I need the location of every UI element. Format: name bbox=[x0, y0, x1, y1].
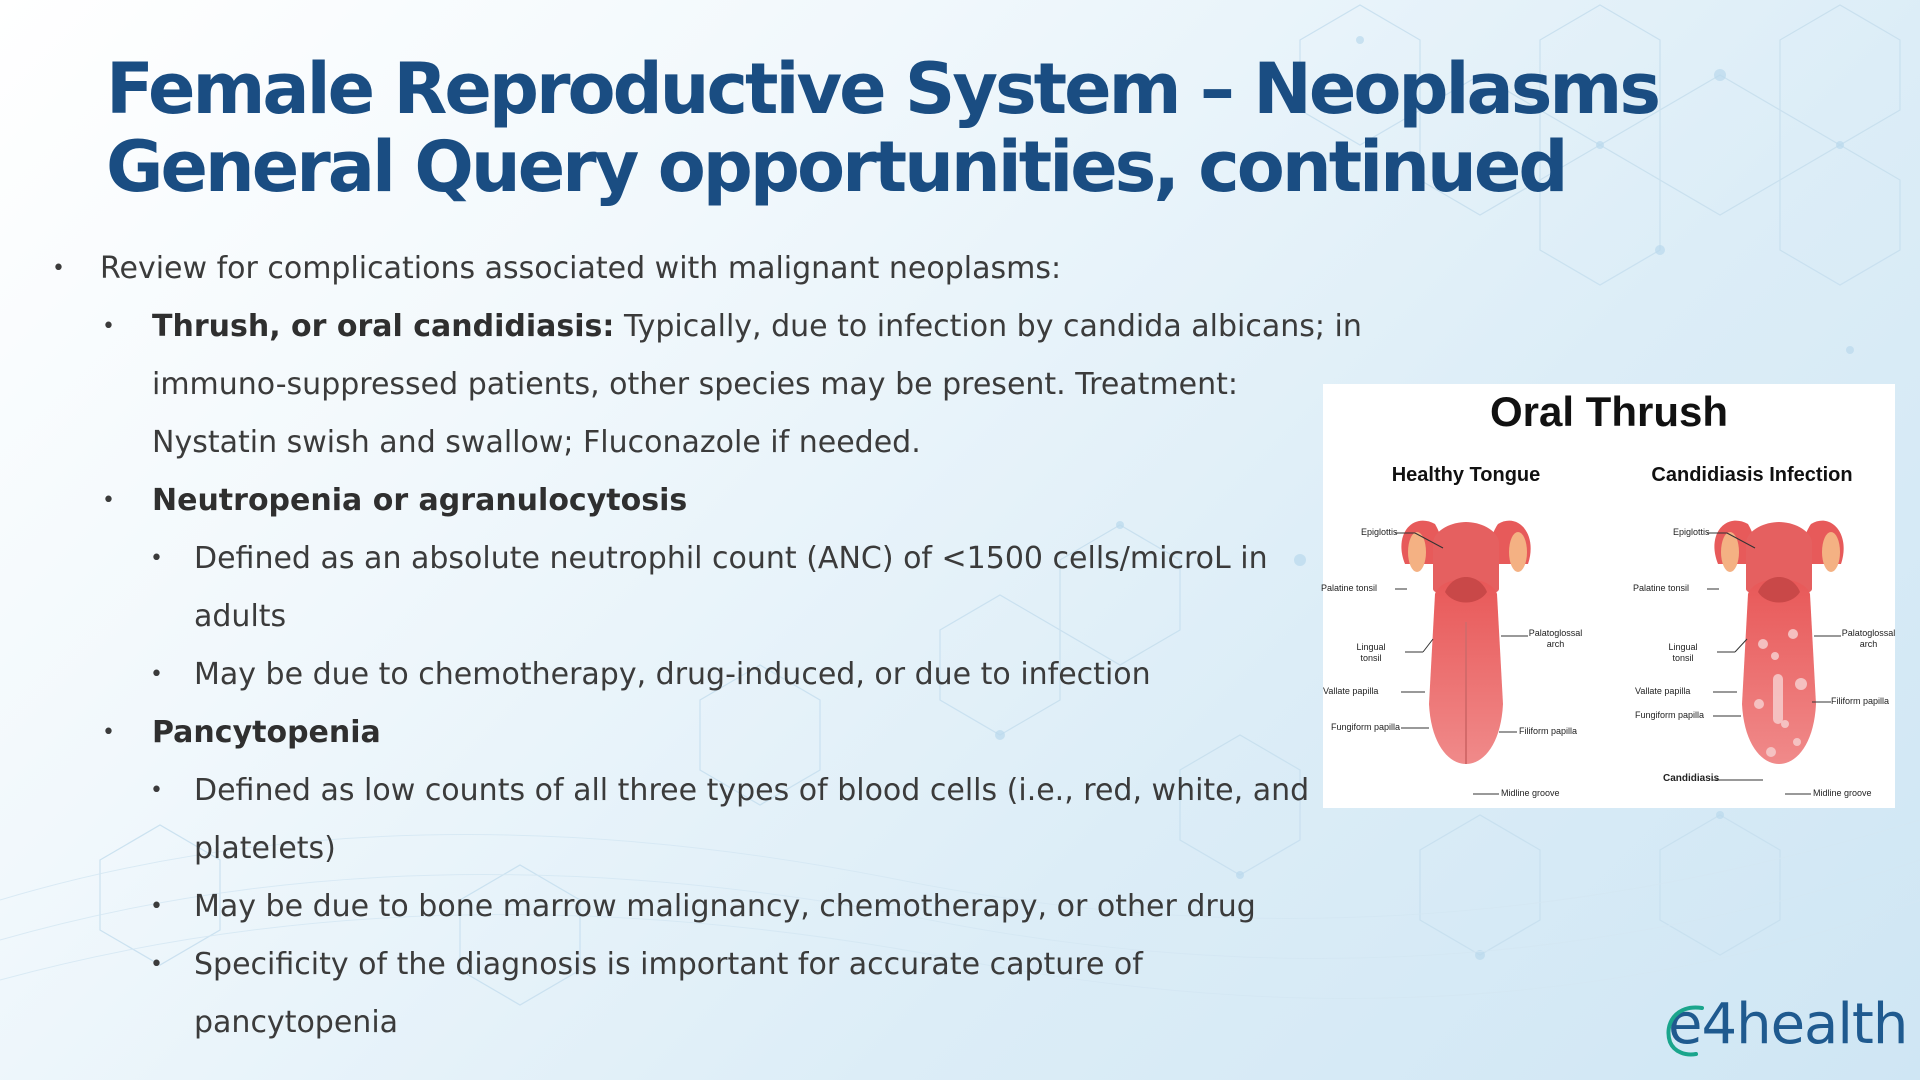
label-lingual-right: Lingual tonsil bbox=[1668, 642, 1698, 663]
intro-text: Review for complications associated with malignant neoplasms: bbox=[100, 251, 1062, 286]
bullet-icon: • bbox=[150, 894, 163, 919]
healthy-tongue-drawing bbox=[1401, 521, 1530, 764]
e4health-logo bbox=[1668, 990, 1908, 1060]
pancytopenia-item-2 bbox=[50, 878, 1310, 936]
label-palatoglossal-left: Palatoglossal arch bbox=[1528, 628, 1583, 649]
bullet-icon: • bbox=[102, 720, 115, 745]
bullet-icon: • bbox=[102, 314, 115, 339]
oral-thrush-figure bbox=[1323, 384, 1895, 808]
label-palatine-left: Palatine tonsil bbox=[1321, 583, 1378, 593]
pancytopenia-item-1 bbox=[50, 762, 1310, 820]
candidiasis-tongue-drawing bbox=[1714, 521, 1843, 764]
tongue-illustration bbox=[1323, 384, 1895, 808]
bullet-icon: • bbox=[52, 256, 65, 281]
pancytopenia-item-3-cont: pancytopenia bbox=[194, 1005, 399, 1040]
thrush-text-2: immuno-suppressed patients, other species may be present. Treatment: bbox=[152, 367, 1239, 402]
neutropenia-item-1-text: Defined as an absolute neutrophil count (ANC) of <1500 cells/microL in bbox=[194, 541, 1268, 576]
bullet-item-neutropenia bbox=[50, 472, 1310, 530]
neutropenia-item-1-cont: adults bbox=[194, 599, 287, 634]
figure-title: Oral Thrush bbox=[1489, 388, 1729, 435]
healthy-tongue-heading: Healthy Tongue bbox=[1391, 464, 1541, 486]
label-candidiasis: Candidiasis bbox=[1663, 773, 1720, 784]
bullet-icon: • bbox=[150, 546, 163, 571]
title-line-1: Female Reproductive System – Neoplasms bbox=[106, 48, 1659, 130]
label-midline-left: Midline groove bbox=[1501, 788, 1560, 798]
pancytopenia-item-3 bbox=[50, 936, 1310, 994]
thrush-text-1: Typically, due to infection by candida albicans; in bbox=[614, 309, 1362, 344]
candidiasis-heading: Candidiasis Infection bbox=[1651, 464, 1853, 486]
bullet-icon: • bbox=[150, 778, 163, 803]
slide-title bbox=[106, 48, 1659, 208]
bullet-item-pancytopenia bbox=[50, 704, 1310, 762]
title-line-2: General Query opportunities, continued bbox=[106, 126, 1566, 208]
pancytopenia-item-1-text: Defined as low counts of all three types of blood cells (i.e., red, white, and bbox=[194, 773, 1310, 808]
logo-swoosh-icon bbox=[1662, 1002, 1714, 1058]
label-lingual-left: Lingual tonsil bbox=[1356, 642, 1386, 663]
neutropenia-item-1 bbox=[50, 530, 1310, 588]
label-palatoglossal-right: Palatoglossal arch bbox=[1841, 628, 1896, 649]
label-vallate-right: Vallate papilla bbox=[1635, 686, 1691, 696]
thrush-text-3: Nystatin swish and swallow; Fluconazole if needed. bbox=[152, 425, 921, 460]
thrush-label: Thrush, or oral candidiasis: bbox=[152, 309, 615, 344]
pancytopenia-item-1-cont: platelets) bbox=[194, 831, 336, 866]
label-fungiform-left: Fungiform papilla bbox=[1331, 722, 1401, 732]
label-fungiform-right: Fungiform papilla bbox=[1635, 710, 1705, 720]
label-filiform-right: Filiform papilla bbox=[1831, 696, 1890, 706]
logo-text: e4health bbox=[1668, 992, 1908, 1057]
label-vallate-left: Vallate papilla bbox=[1323, 686, 1379, 696]
bullet-item-thrush bbox=[50, 298, 1362, 356]
label-epiglottis-left: Epiglottis bbox=[1361, 527, 1398, 537]
pancytopenia-label: Pancytopenia bbox=[152, 715, 381, 750]
neutropenia-item-2-text: May be due to chemotherapy, drug-induced, or due to infection bbox=[194, 657, 1151, 692]
label-palatine-right: Palatine tonsil bbox=[1633, 583, 1690, 593]
neutropenia-label: Neutropenia or agranulocytosis bbox=[152, 483, 688, 518]
pancytopenia-item-3-text: Specificity of the diagnosis is important for accurate capture of bbox=[194, 947, 1143, 982]
bullet-item-intro bbox=[50, 240, 1310, 298]
bullet-icon: • bbox=[150, 952, 163, 977]
bullet-icon: • bbox=[150, 662, 163, 687]
bullet-icon: • bbox=[102, 488, 115, 513]
label-epiglottis-right: Epiglottis bbox=[1673, 527, 1710, 537]
neutropenia-item-2 bbox=[50, 646, 1310, 704]
label-midline-right: Midline groove bbox=[1813, 788, 1872, 798]
label-filiform-left: Filiform papilla bbox=[1519, 726, 1578, 736]
pancytopenia-item-2-text: May be due to bone marrow malignancy, chemotherapy, or other drug bbox=[194, 889, 1256, 924]
